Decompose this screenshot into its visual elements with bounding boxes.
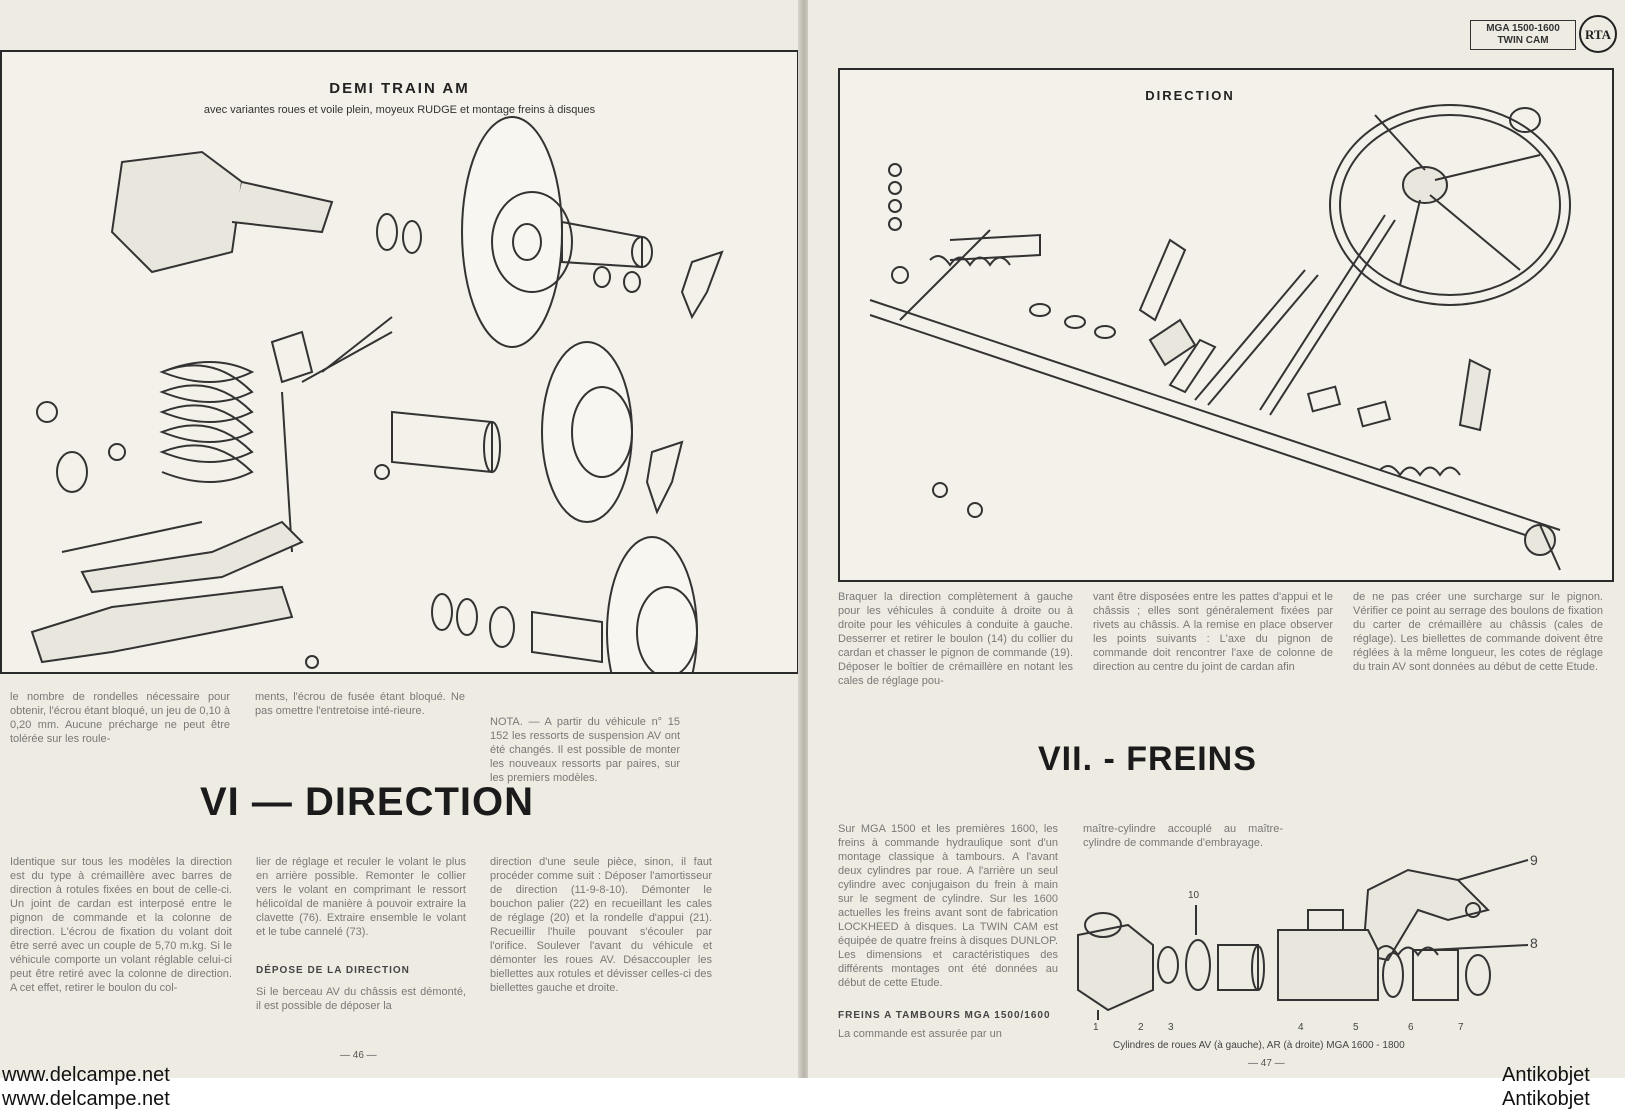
watermark-left-2: www.delcampe.net [2,1088,170,1110]
watermark-right-1: Antikobjet [1502,1064,1590,1086]
left-body-col-2: lier de réglage et reculer le volant le plus en arrière possible. Remonter le collier vers le volant en comprimant le ressort hélicoïdal de manière à pouvoir extraire la clavette (76). Extraire ensemble le volant et le tube cannelé (73). [256,856,466,938]
left-page-number: — 46 — [340,1050,377,1061]
callout-4: 4 [1298,1022,1304,1033]
callout-2: 2 [1138,1022,1144,1033]
left-figure-title: DEMI TRAIN AM [329,80,470,97]
watermark-left-1: www.delcampe.net [2,1064,170,1086]
callout-3: 3 [1168,1022,1174,1033]
wheel-cylinder-drawing [808,0,1625,1078]
left-body-col-3: direction d'une seule pièce, sinon, il faut procéder comme suit : Déposer l'amortisseur de direction (11-9-8-10). Démonter le bouchon palier (22) en recueillant les cales de réglage (20) et la rondelle d'appui (21). Recueillir l'huile pouvant s'écouler par l'orifice. Soulever l'avant du véhicule et démonter les roues AV. Désaccoupler les biellettes aux rotules et dévisser celles-ci des biellettes gauche et droite. [490,856,712,994]
callout-7: 7 [1458,1022,1464,1033]
left-figure-subtitle: avec variantes roues et voile plein, moyeux RUDGE et montage freins à disques [203,104,596,116]
callout-9: 9 [1530,852,1538,868]
wheel-cylinder-caption: Cylindres de roues AV (à gauche), AR (à droite) MGA 1600 - 1800 [1113,1040,1405,1051]
callout-1: 1 [1093,1022,1099,1033]
right-body-col-1: Sur MGA 1500 et les premières 1600, les freins à commande hydraulique sont d'un montage classique à tambours. A l'avant deux cylindres par roue. A l'arrière un seul cylindre avec conjugaison du frein à main sur le segment de cylindre. Sur les 1600 actuelles les freins avant sont de fabrication LOCKHEED à disques. La TWIN CAM est équipée de quatre freins à disques DUNLOP. Les dimensions et caractéristiques des différents montages ont été données au début de cette Etude. [838,823,1058,989]
callout-6: 6 [1408,1022,1414,1033]
right-top-col-2: vant être disposées entre les pattes d'appui et le châssis ; elles sont généralement fixées par rivets au châssis. A la remise en place observer les points suivants : L'axe du pignon de commande doit rencontrer l'axe de colonne de direction au centre du joint de cardan afin [1093,591,1333,673]
left-intro-col-1: le nombre de rondelles nécessaire pour obtenir, l'écrou étant bloqué, un jeu de 0,10 à 0,20 mm. Aucune précharge ne peut être tolérée sur les roule- [10,691,230,745]
callout-10: 10 [1188,890,1200,901]
right-page-number: — 47 — [1248,1058,1285,1069]
right-body-col-2: maître-cylindre accouplé au maître-cylindre de commande d'embrayage. [1083,823,1283,849]
callout-8: 8 [1530,935,1538,951]
left-body-col-1: Identique sur tous les modèles la direction est du type à crémaillère avec barres de direction à rotules fixées en bout de celle-ci. Un joint de cardan est interposé entre le pignon de commande et la colonne de direction. L'écrou de fixation du volant doit être serré avec un couple de 5,70 m.kg. Si le véhicule comporte un volant réglable celui-ci peut être retiré avec la colonne de direction. A cet effet, retirer le boulon du col- [10,856,232,994]
section-title-direction: VI — DIRECTION [200,780,535,824]
header-line-2: TWIN CAM [1497,35,1549,46]
left-page [0,0,800,1078]
left-intro-col-2: ments, l'écrou de fusée étant bloqué. Ne pas omettre l'entretoise inté-rieure. [255,691,465,717]
header-line-1: MGA 1500-1600 [1486,23,1560,34]
right-top-col-3: de ne pas créer une surcharge sur le pignon. Vérifier ce point au serrage des boulons de fixation du carter de crémaillère au châssis (cales de réglage). Les biellettes de commande doivent être réglées à la même longueur, les cotes de réglage du train AV sont données au début de cette Etude. [1353,591,1603,673]
subheading-freins-tambours: FREINS A TAMBOURS MGA 1500/1600 [838,1010,1051,1021]
left-intro-col-3: NOTA. — A partir du véhicule n° 15 152 les ressorts de suspension AV ont été changés. Il est possible de monter les nouveaux ressorts par paires, sur les premiers modèles. [490,716,680,784]
right-top-col-1: Braquer la direction complètement à gauche pour les véhicules à conduite à droite ou à droite pour les véhicules à conduite à gauche. Desserrer et retirer le boulon (14) du collier du cardan et chasser le pignon de commande (19). Déposer le boîtier de crémaillère en notant les cales de réglage pou- [838,591,1073,687]
left-figure-box [0,50,799,674]
watermark-right-2: Antikobjet [1502,1088,1590,1110]
right-page [808,0,1625,1078]
section-title-freins: VII. - FREINS [1038,740,1257,778]
subheading-depose-direction: DÉPOSE DE LA DIRECTION [256,965,410,976]
svg-text:RTA: RTA [1584,27,1612,42]
right-figure-title: DIRECTION [1145,88,1235,103]
left-sub-text: Si le berceau AV du châssis est démonté, il est possible de déposer la [256,986,466,1012]
right-sub-text: La commande est assurée par un [838,1028,1002,1040]
front-axle-exploded-drawing [2,52,797,672]
callout-5: 5 [1353,1022,1359,1033]
